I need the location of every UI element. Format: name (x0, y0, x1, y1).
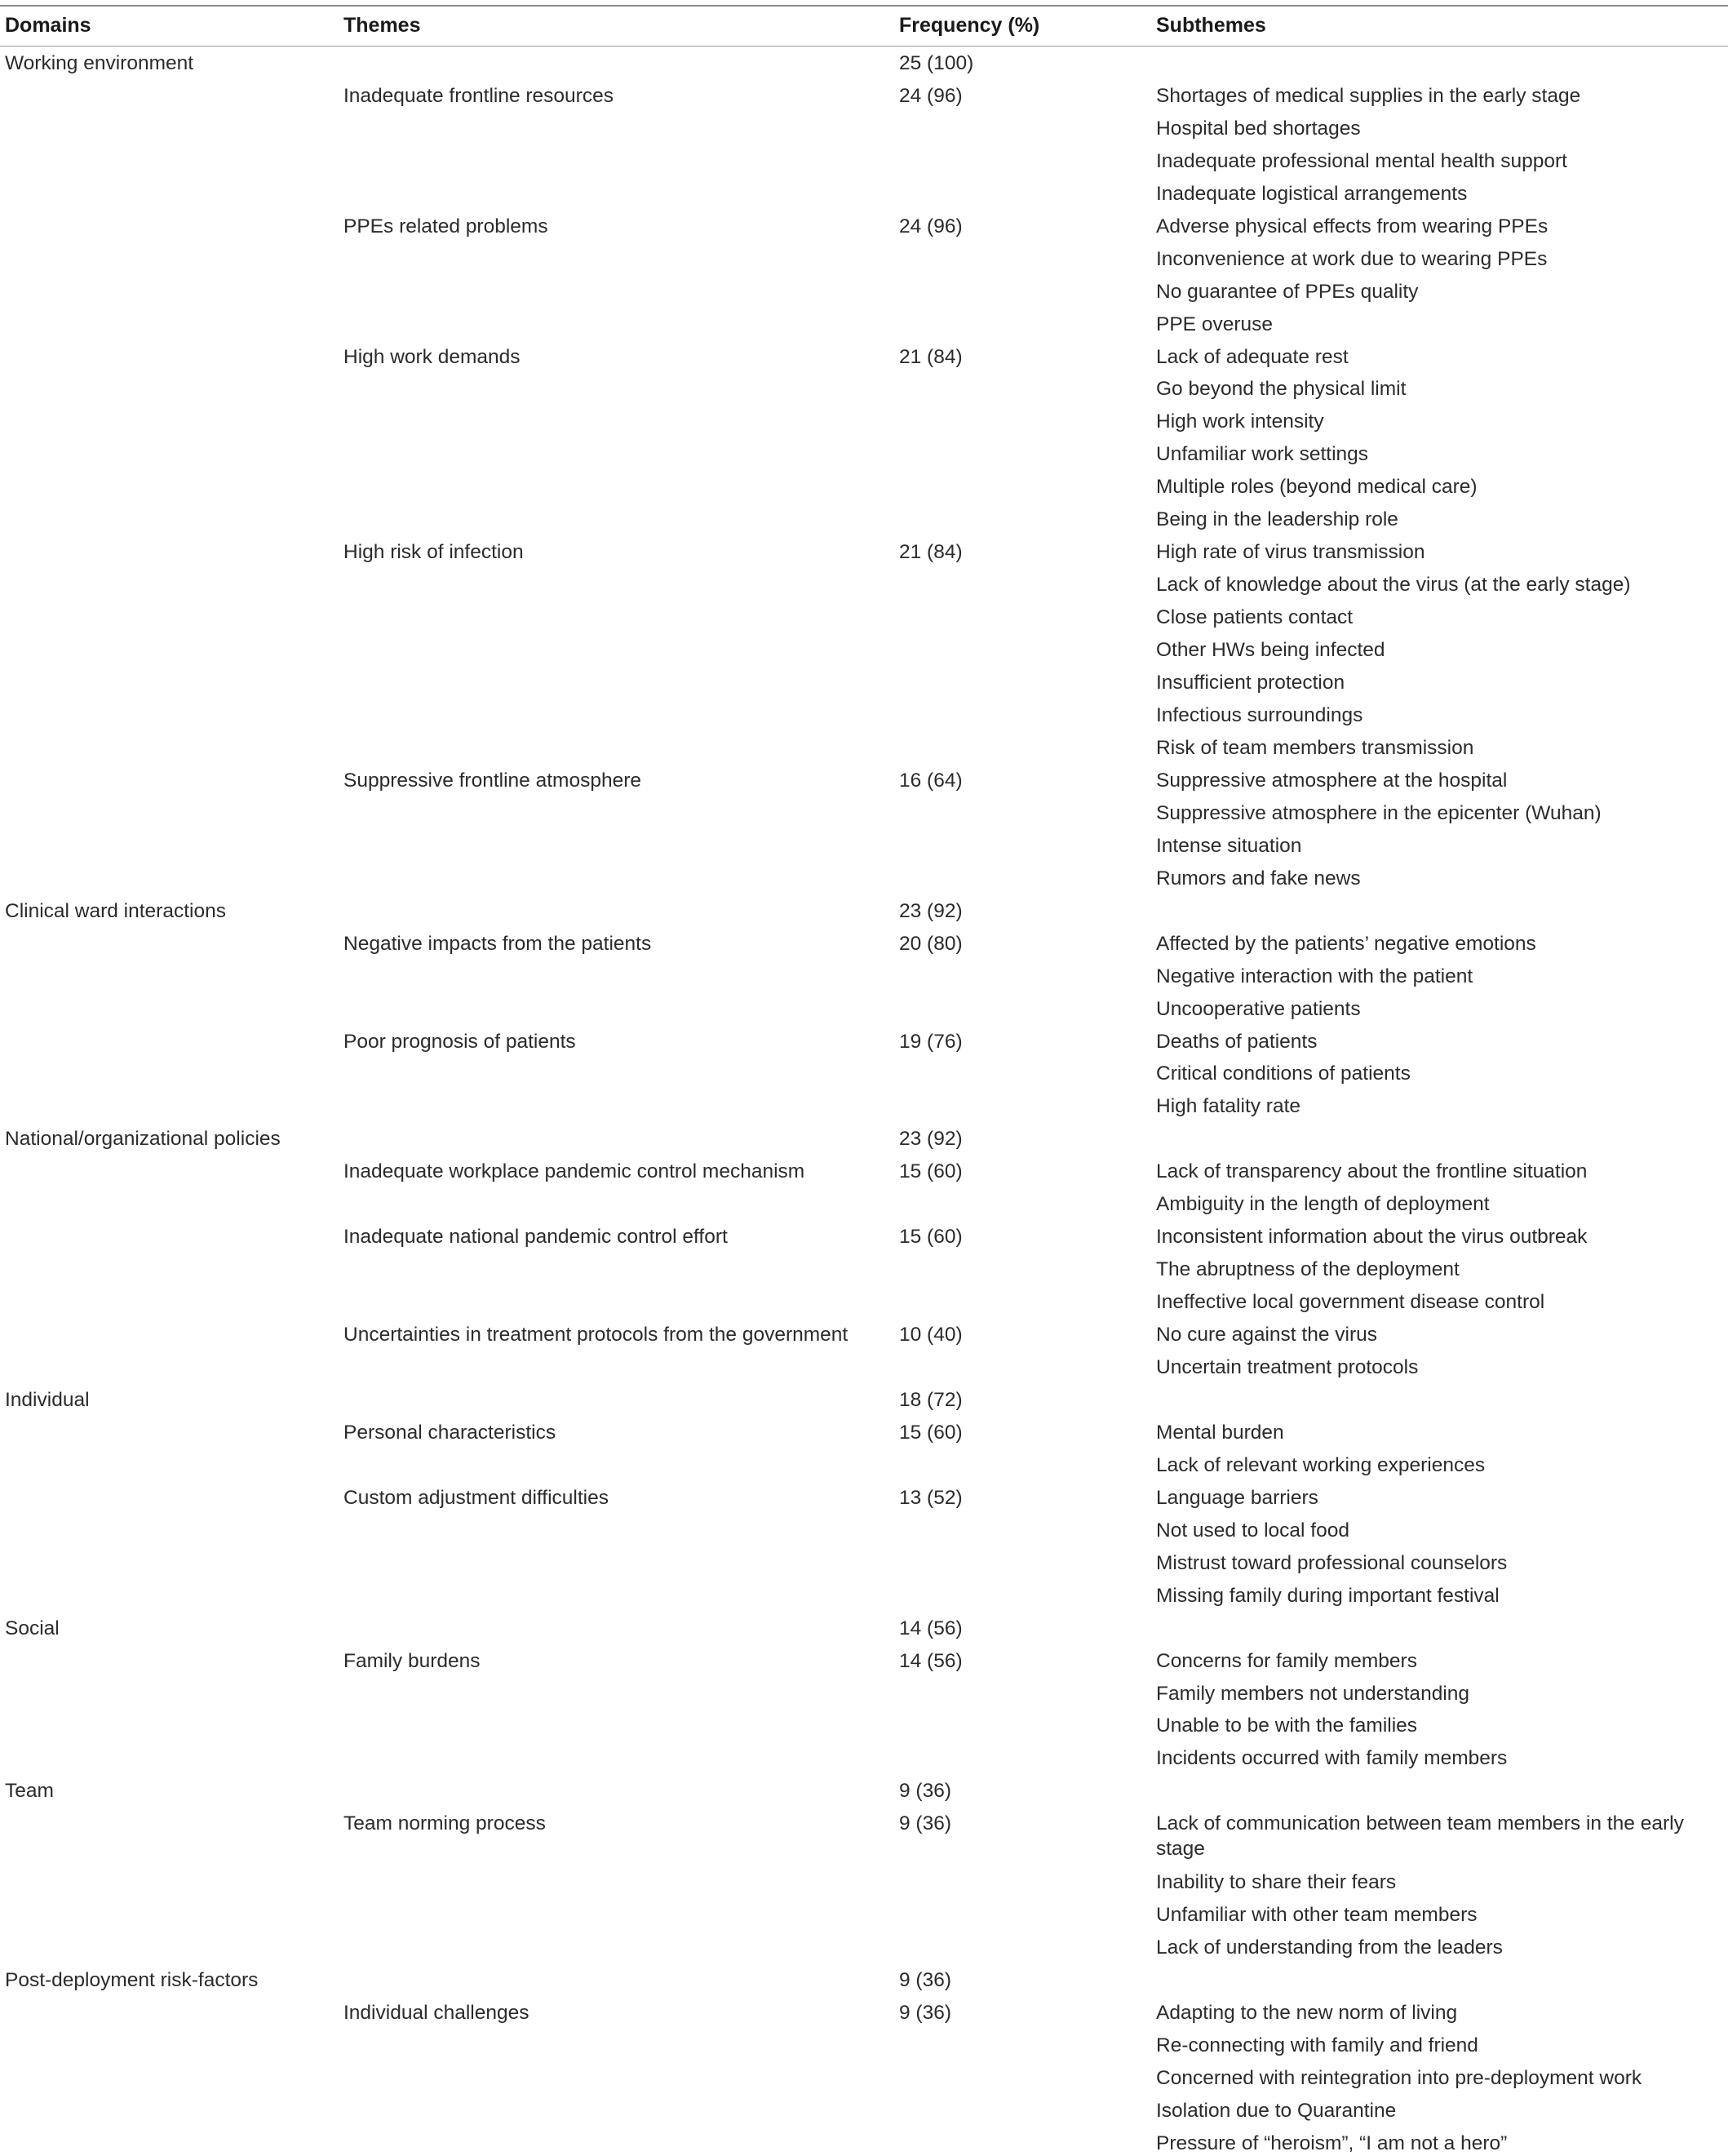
frequency-cell: 23 (92) (899, 900, 963, 922)
theme-cell: Poor prognosis of patients (343, 1031, 576, 1053)
subtheme-cell: Inconsistent information about the virus outbreak (1156, 1226, 1588, 1248)
subtheme-cell: Risk of team members transmission (1156, 737, 1474, 759)
subtheme-cell: Inadequate professional mental health support (1156, 150, 1567, 172)
subtheme-cell: Shortages of medical supplies in the early stage (1156, 85, 1581, 107)
subtheme-cell: No guarantee of PPEs quality (1156, 281, 1419, 303)
subtheme-cell: Lack of knowledge about the virus (at the early stage) (1156, 574, 1631, 596)
subtheme-cell: Not used to local food (1156, 1519, 1349, 1542)
subtheme-cell: Incidents occurred with family members (1156, 1747, 1508, 1769)
subtheme-cell: Lack of communication between team members in the early stage (1156, 1812, 1684, 1860)
frequency-cell: 14 (56) (899, 1617, 963, 1639)
subtheme-cell: Suppressive atmosphere in the epicenter (Wuhan) (1156, 802, 1602, 824)
subtheme-cell: Ambiguity in the length of deployment (1156, 1193, 1490, 1215)
subtheme-cell: Being in the leadership role (1156, 508, 1398, 530)
frequency-cell: 15 (60) (899, 1226, 963, 1248)
theme-cell: Negative impacts from the patients (343, 933, 652, 955)
subtheme-cell: Other HWs being infected (1156, 639, 1385, 661)
theme-cell: Individual challenges (343, 2002, 529, 2024)
table-top-rule (0, 5, 1728, 7)
frequency-cell: 9 (36) (899, 1780, 952, 1802)
subtheme-cell: High rate of virus transmission (1156, 541, 1425, 563)
subtheme-cell: Intense situation (1156, 835, 1302, 857)
subtheme-cell: Concerned with reintegration into pre-deployment work (1156, 2067, 1642, 2089)
theme-cell: Team norming process (343, 1812, 546, 1834)
frequency-cell: 18 (72) (899, 1389, 963, 1411)
frequency-cell: 25 (100) (899, 52, 974, 74)
theme-cell: Inadequate national pandemic control effort (343, 1226, 728, 1248)
frequency-cell: 15 (60) (899, 1160, 963, 1182)
subtheme-cell: Lack of relevant working experiences (1156, 1454, 1486, 1476)
header-frequency: Frequency (%) (899, 14, 1040, 37)
subtheme-cell: Go beyond the physical limit (1156, 378, 1407, 400)
subtheme-cell: Inability to share their fears (1156, 1871, 1397, 1893)
subtheme-cell: High work intensity (1156, 410, 1324, 433)
subtheme-cell: High fatality rate (1156, 1095, 1301, 1117)
subtheme-cell: Insufficient protection (1156, 672, 1345, 694)
domain-cell: National/organizational policies (5, 1128, 281, 1150)
subtheme-cell: PPE overuse (1156, 313, 1273, 335)
subtheme-cell: Multiple roles (beyond medical care) (1156, 476, 1478, 498)
frequency-cell: 24 (96) (899, 215, 963, 237)
theme-cell: Inadequate frontline resources (343, 85, 614, 107)
subtheme-cell: Unfamiliar with other team members (1156, 1904, 1478, 1926)
subtheme-cell: Language barriers (1156, 1487, 1318, 1509)
subtheme-cell: Inconvenience at work due to wearing PPEs (1156, 248, 1548, 270)
subtheme-cell: Mistrust toward professional counselors (1156, 1552, 1508, 1574)
subtheme-cell: Lack of understanding from the leaders (1156, 1936, 1503, 1959)
subtheme-cell: Re-connecting with family and friend (1156, 2034, 1478, 2056)
theme-cell: High work demands (343, 346, 521, 368)
theme-cell: Suppressive frontline atmosphere (343, 770, 641, 792)
theme-cell: High risk of infection (343, 541, 524, 563)
domain-cell: Working environment (5, 52, 194, 74)
subtheme-cell: Ineffective local government disease control (1156, 1291, 1545, 1313)
subtheme-cell: Uncertain treatment protocols (1156, 1356, 1419, 1378)
domain-cell: Individual (5, 1389, 90, 1411)
subtheme-cell: Deaths of patients (1156, 1031, 1318, 1053)
subtheme-cell: No cure against the virus (1156, 1324, 1377, 1346)
subtheme-cell: Affected by the patients’ negative emotions (1156, 933, 1536, 955)
frequency-cell: 15 (60) (899, 1422, 963, 1444)
subtheme-cell: Family members not understanding (1156, 1683, 1470, 1705)
subtheme-cell: Lack of adequate rest (1156, 346, 1349, 368)
subtheme-cell: Negative interaction with the patient (1156, 965, 1473, 987)
domain-cell: Social (5, 1617, 60, 1639)
theme-cell: Personal characteristics (343, 1422, 556, 1444)
subtheme-cell: Inadequate logistical arrangements (1156, 183, 1468, 205)
subtheme-cell: Mental burden (1156, 1422, 1284, 1444)
subtheme-cell: Isolation due to Quarantine (1156, 2100, 1397, 2122)
subtheme-cell: Adapting to the new norm of living (1156, 2002, 1458, 2024)
subtheme-cell: Rumors and fake news (1156, 867, 1361, 889)
subtheme-cell: Hospital bed shortages (1156, 118, 1361, 140)
frequency-cell: 9 (36) (899, 1812, 952, 1834)
theme-cell: PPEs related problems (343, 215, 548, 237)
theme-cell: Uncertainties in treatment protocols from the government (343, 1324, 848, 1346)
domain-cell: Team (5, 1780, 54, 1802)
subtheme-cell: The abruptness of the deployment (1156, 1258, 1460, 1280)
frequency-cell: 24 (96) (899, 85, 963, 107)
frequency-cell: 9 (36) (899, 2002, 952, 2024)
subtheme-cell: Pressure of “heroism”, “I am not a hero” (1156, 2132, 1508, 2154)
header-rule (0, 46, 1728, 47)
header-themes: Themes (343, 14, 421, 37)
frequency-cell: 23 (92) (899, 1128, 963, 1150)
subtheme-cell: Concerns for family members (1156, 1650, 1417, 1672)
subtheme-cell: Unfamiliar work settings (1156, 443, 1369, 465)
subtheme-cell: Adverse physical effects from wearing PPEs (1156, 215, 1549, 237)
subtheme-cell: Missing family during important festival (1156, 1585, 1500, 1607)
frequency-cell: 14 (56) (899, 1650, 963, 1672)
subtheme-cell: Unable to be with the families (1156, 1715, 1418, 1737)
subtheme-cell: Close patients contact (1156, 606, 1354, 628)
theme-cell: Custom adjustment difficulties (343, 1487, 609, 1509)
frequency-cell: 20 (80) (899, 933, 963, 955)
frequency-cell: 13 (52) (899, 1487, 963, 1509)
domain-cell: Post-deployment risk-factors (5, 1969, 259, 1991)
frequency-cell: 10 (40) (899, 1324, 963, 1346)
domain-cell: Clinical ward interactions (5, 900, 226, 922)
header-subthemes: Subthemes (1156, 14, 1266, 37)
subtheme-cell: Critical conditions of patients (1156, 1062, 1411, 1085)
subtheme-cell: Uncooperative patients (1156, 998, 1361, 1020)
subtheme-cell: Lack of transparency about the frontline situation (1156, 1160, 1588, 1182)
frequency-cell: 9 (36) (899, 1969, 952, 1991)
theme-cell: Family burdens (343, 1650, 481, 1672)
frequency-cell: 19 (76) (899, 1031, 963, 1053)
theme-cell: Inadequate workplace pandemic control mechanism (343, 1160, 805, 1182)
frequency-cell: 21 (84) (899, 541, 963, 563)
header-domains: Domains (5, 14, 91, 37)
subtheme-cell: Infectious surroundings (1156, 704, 1363, 726)
subtheme-cell: Suppressive atmosphere at the hospital (1156, 770, 1508, 792)
frequency-cell: 21 (84) (899, 346, 963, 368)
frequency-cell: 16 (64) (899, 770, 963, 792)
